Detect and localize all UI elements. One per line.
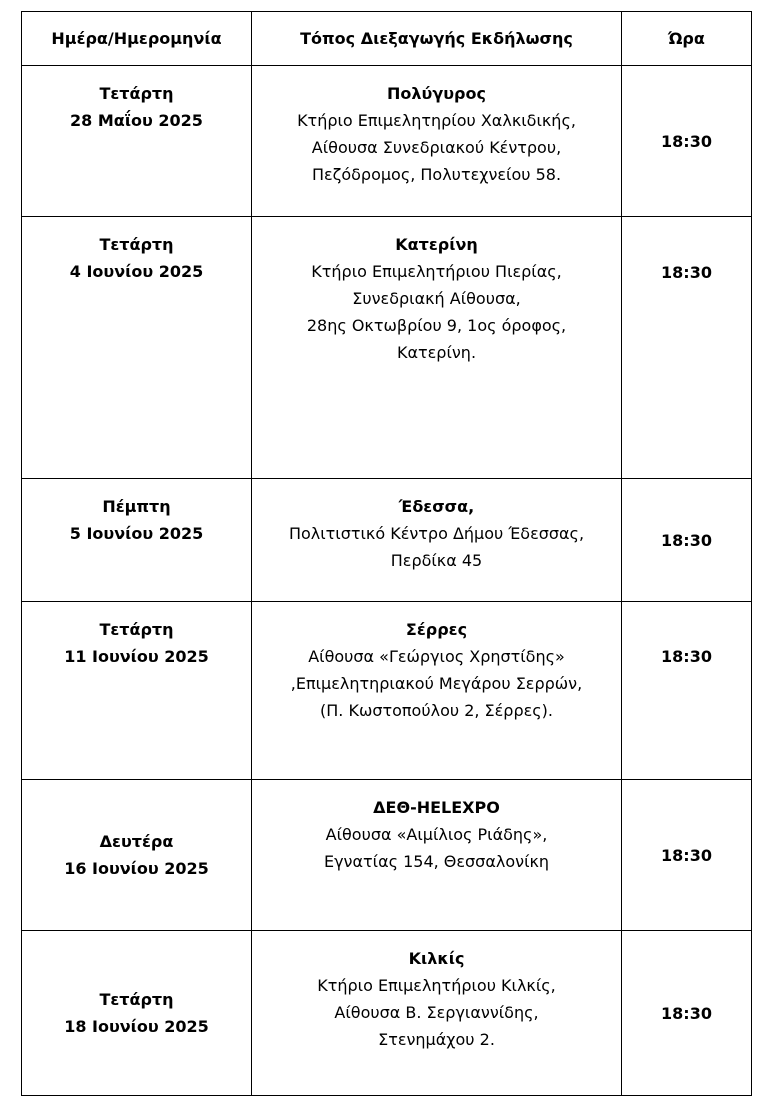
- address-line: Κτήριο Επιμελητήριου Πιερίας,: [311, 262, 562, 281]
- address-line: 28ης Οκτωβρίου 9, 1ος όροφος,: [306, 316, 567, 335]
- date-cell: [22, 780, 252, 931]
- event-time: 18:30: [622, 217, 752, 479]
- address-line: Κτήριο Επιμελητηρίου Χαλκιδικής,: [297, 111, 576, 130]
- event-date: 16 Ιουνίου 2025: [64, 859, 209, 878]
- address-line: Εγνατίας 154, Θεσσαλονίκη: [323, 852, 550, 871]
- event-date: 4 Ιουνίου 2025: [69, 262, 204, 281]
- event-city: Κατερίνη: [395, 235, 478, 254]
- address-line: Αίθουσα Συνεδριακού Κέντρου,: [311, 138, 562, 157]
- venue-cell: [252, 780, 622, 931]
- address-line: Πολιτιστικό Κέντρο Δήμου Έδεσσας,: [288, 524, 585, 543]
- header-time: Ώρα: [622, 12, 752, 66]
- event-city: ΔΕΘ-HELEXPO: [373, 798, 500, 817]
- event-time: 18:30: [622, 602, 752, 780]
- event-date: 18 Ιουνίου 2025: [64, 1017, 209, 1036]
- event-city: Σέρρες: [405, 620, 468, 639]
- venue-cell: [252, 602, 622, 780]
- address-line: Συνεδριακή Αίθουσα,: [352, 289, 521, 308]
- table-row: [22, 217, 752, 479]
- event-day: Τετάρτη: [99, 620, 174, 639]
- address-line: Αίθουσα Β. Σεργιαννίδης,: [334, 1003, 539, 1022]
- table-row: [22, 602, 752, 780]
- event-time: 18:30: [622, 931, 752, 1096]
- date-cell: [22, 217, 252, 479]
- event-day: Τετάρτη: [99, 990, 174, 1009]
- venue-cell: [252, 479, 622, 602]
- table-row: [22, 66, 752, 217]
- venue-cell: [252, 217, 622, 479]
- address-line: Πεζόδρομος, Πολυτεχνείου 58.: [311, 165, 562, 184]
- event-time: 18:30: [622, 66, 752, 217]
- header-venue: Τόπος Διεξαγωγής Εκδήλωσης: [252, 12, 622, 66]
- event-date: 28 Μαΐου 2025: [70, 111, 203, 130]
- event-city: Πολύγυρος: [387, 84, 486, 103]
- address-line: Περδίκα 45: [390, 551, 483, 570]
- table-row: [22, 479, 752, 602]
- table-row: [22, 780, 752, 931]
- event-city: Κιλκίς: [408, 949, 465, 968]
- date-cell: [22, 931, 252, 1096]
- address-line: Αίθουσα «Γεώργιος Χρηστίδης»: [308, 647, 565, 666]
- date-cell: [22, 602, 252, 780]
- date-cell: [22, 66, 252, 217]
- event-time: 18:30: [622, 479, 752, 602]
- date-cell: [22, 479, 252, 602]
- address-line: Κτήριο Επιμελητήριου Κιλκίς,: [317, 976, 556, 995]
- address-line: Στενημάχου 2.: [378, 1030, 495, 1049]
- event-time: 18:30: [622, 780, 752, 931]
- event-city: Έδεσσα,: [398, 497, 475, 516]
- venue-cell: [252, 931, 622, 1096]
- address-line: Κατερίνη.: [396, 343, 477, 362]
- table-row: [22, 931, 752, 1096]
- event-day: Δευτέρα: [99, 832, 174, 851]
- events-schedule-table: [21, 11, 752, 1096]
- event-day: Πέμπτη: [102, 497, 171, 516]
- table-header-row: [22, 12, 752, 66]
- address-line: Αίθουσα «Αιμίλιος Ριάδης»,: [325, 825, 548, 844]
- event-day: Τετάρτη: [99, 84, 174, 103]
- event-day: Τετάρτη: [99, 235, 174, 254]
- event-date: 11 Ιουνίου 2025: [64, 647, 209, 666]
- address-line: ,Επιμελητηριακού Μεγάρου Σερρών,: [290, 674, 583, 693]
- address-line: (Π. Κωστοπούλου 2, Σέρρες).: [320, 701, 553, 720]
- header-day-date: Ημέρα/Ημερομηνία: [22, 12, 252, 66]
- event-date: 5 Ιουνίου 2025: [69, 524, 204, 543]
- venue-cell: [252, 66, 622, 217]
